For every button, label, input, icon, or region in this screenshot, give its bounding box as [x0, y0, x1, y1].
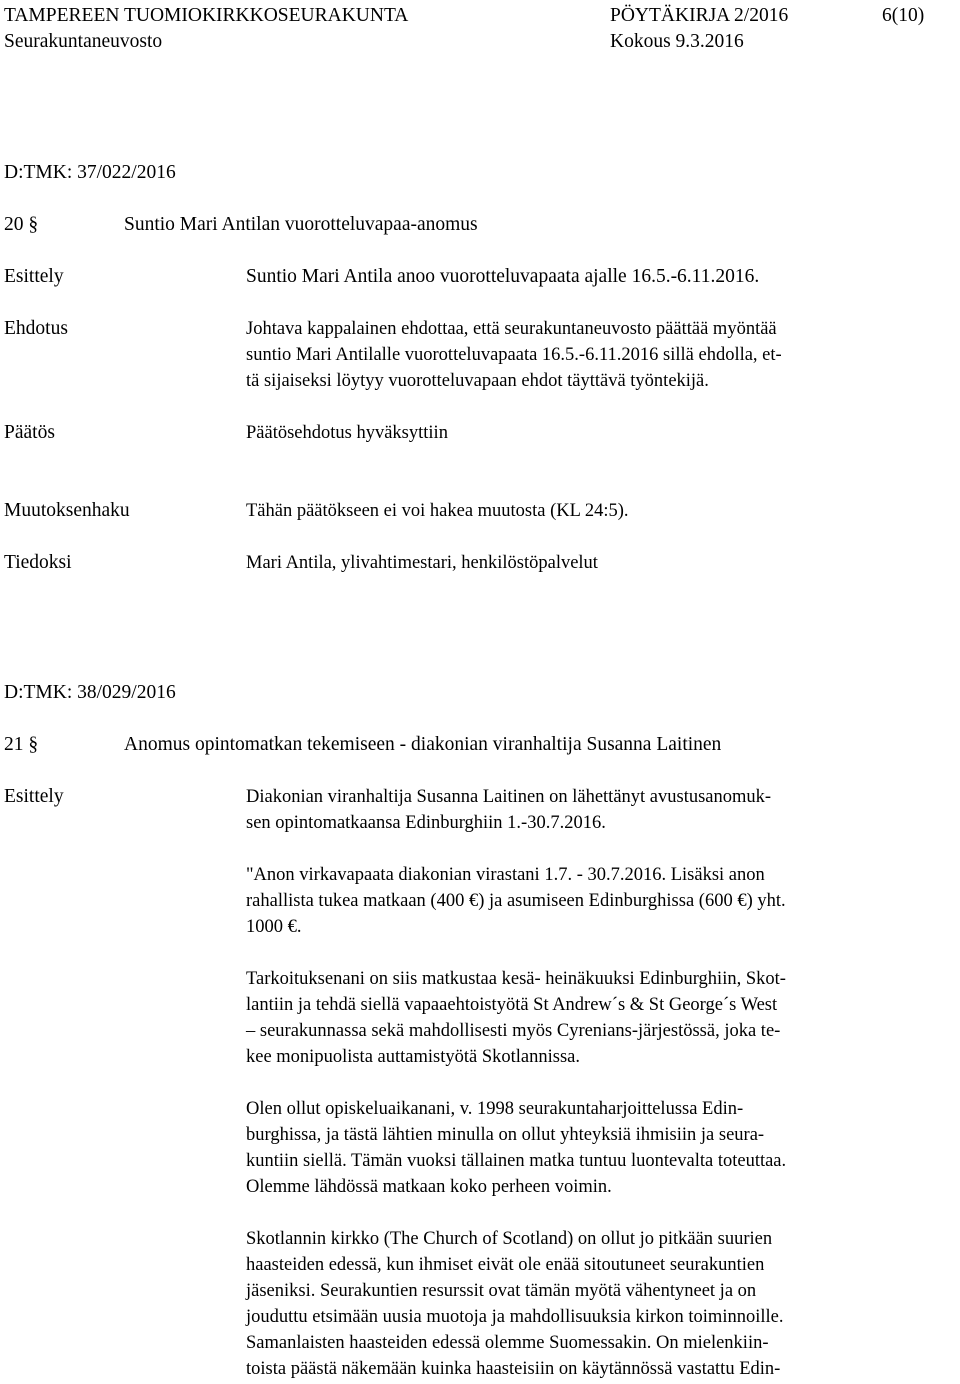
esittely-line: Olemme lähdössä matkaan koko perheen voimin.: [246, 1177, 612, 1197]
esittely-line: lantiin ja tehdä siellä vapaaehtoistyötä St Andrew´s & St George´s West: [246, 995, 778, 1015]
esittely-line: rahallista tukea matkaan (400 €) ja asumiseen Edinburghissa (600 €) yht.: [246, 891, 786, 911]
esittely-line: Olen ollut opiskeluaikanani, v. 1998 seurakuntaharjoittelussa Edin-: [246, 1099, 744, 1119]
ehdotus-line: Johtava kappalainen ehdottaa, että seurakuntaneuvosto päättää myöntää: [246, 319, 777, 339]
section-title: Suntio Mari Antilan vuorotteluvapaa-anomus: [124, 214, 478, 235]
esittely-text: Suntio Mari Antila anoo vuorotteluvapaata ajalle 16.5.-6.11.2016.: [246, 266, 760, 287]
muutoksenhaku-label: Muutoksenhaku: [4, 500, 130, 521]
ehdotus-label: Ehdotus: [4, 318, 68, 339]
document-title: PÖYTÄKIRJA 2/2016: [610, 5, 789, 26]
esittely-label: Esittely: [4, 786, 64, 807]
esittely-label: Esittely: [4, 266, 64, 287]
section-number: 21 §: [4, 734, 39, 755]
dtmk-reference: D:TMK: 37/022/2016: [4, 162, 176, 183]
section-number: 20 §: [4, 214, 39, 235]
esittely-line: sen opintomatkaansa Edinburghiin 1.-30.7.2016.: [246, 813, 606, 833]
dtmk-reference: D:TMK: 38/029/2016: [4, 682, 176, 703]
ehdotus-line: tä sijaiseksi löytyy vuorotteluvapaan ehdot täyttävä työntekijä.: [246, 371, 709, 391]
esittely-line: toista päästä näkemään kuinka haasteisiin on käytännössä vastattu Edin-: [246, 1359, 781, 1379]
esittely-line: 1000 €.: [246, 917, 302, 937]
tiedoksi-label: Tiedoksi: [4, 552, 72, 573]
esittely-line: – seurakunnassa sekä mahdollisesti myös Cyrenians-järjestössä, joka te-: [246, 1021, 781, 1041]
muutoksenhaku-text: Tähän päätökseen ei voi hakea muutosta (KL 24:5).: [246, 501, 629, 521]
esittely-line: "Anon virkavapaata diakonian virastani 1.7. - 30.7.2016. Lisäksi anon: [246, 865, 765, 885]
meeting-date: Kokous 9.3.2016: [610, 31, 744, 52]
esittely-line: Skotlannin kirkko (The Church of Scotland) on ollut jo pitkään suurien: [246, 1229, 773, 1249]
esittely-line: jäseniksi. Seurakuntien resurssit ovat tämän myötä vähentyneet ja on: [246, 1281, 757, 1301]
esittely-line: kee monipuolista auttamistyötä Skotlannissa.: [246, 1047, 580, 1067]
page-number: 6(10): [882, 5, 925, 26]
tiedoksi-text: Mari Antila, ylivahtimestari, henkilöstöpalvelut: [246, 553, 598, 573]
section-title: Anomus opintomatkan tekemiseen - diakonian viranhaltija Susanna Laitinen: [124, 734, 722, 755]
ehdotus-line: suntio Mari Antilalle vuorotteluvapaata 16.5.-6.11.2016 sillä ehdolla, et-: [246, 345, 782, 365]
esittely-line: Tarkoituksenani on siis matkustaa kesä- heinäkuuksi Edinburghiin, Skot-: [246, 969, 786, 989]
esittely-line: Diakonian viranhaltija Susanna Laitinen on lähettänyt avustusanomuk-: [246, 787, 772, 807]
organization-name: TAMPEREEN TUOMIOKIRKKOSEURAKUNTA: [4, 5, 409, 26]
esittely-line: Samanlaisten haasteiden edessä olemme Suomessakin. On mielenkiin-: [246, 1333, 769, 1353]
esittely-line: kuntiin siellä. Tämän vuoksi tällainen matka tuntuu luontevalta toteuttaa.: [246, 1151, 787, 1171]
paatos-label: Päätös: [4, 422, 55, 443]
body-name: Seurakuntaneuvosto: [4, 31, 163, 52]
esittely-line: haasteiden edessä, kun ihmiset eivät ole enää sitoutuneet seurakuntien: [246, 1255, 765, 1275]
paatos-text: Päätösehdotus hyväksyttiin: [246, 423, 448, 443]
esittely-line: jouduttu etsimään uusia muotoja ja mahdollisuuksia kirkon toiminnoille.: [246, 1307, 784, 1327]
esittely-line: burghissa, ja tästä lähtien minulla on ollut yhteyksiä ihmisiin ja seura-: [246, 1125, 765, 1145]
